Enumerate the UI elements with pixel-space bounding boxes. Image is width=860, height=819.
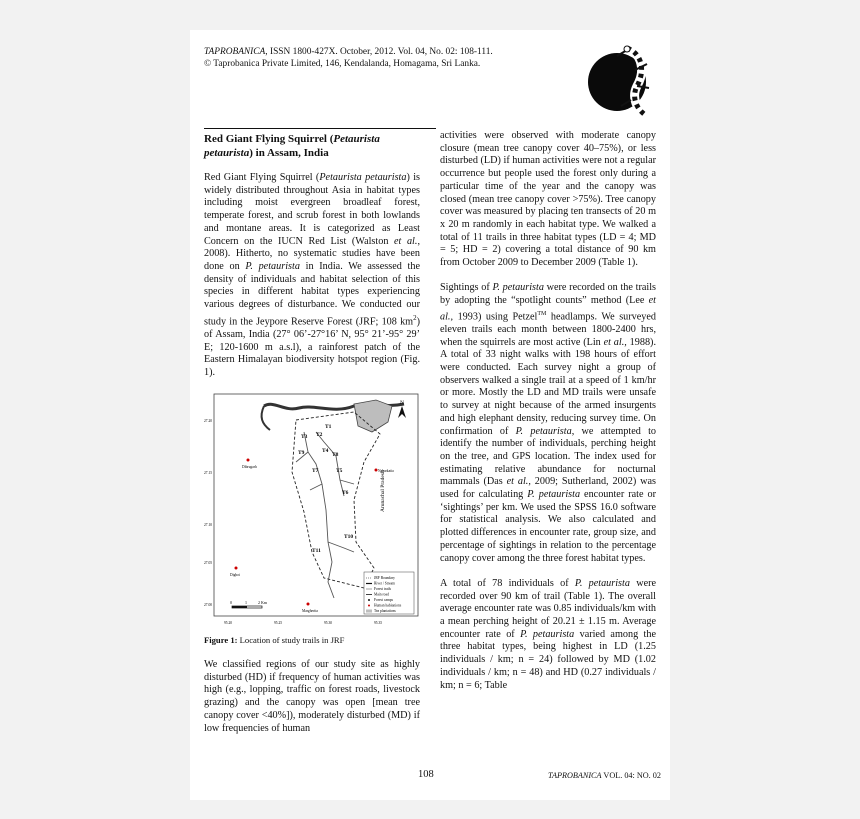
trail-label: T4: [322, 448, 329, 455]
svg-text:2 Km: 2 Km: [258, 600, 267, 606]
trail-label: T6: [342, 490, 349, 497]
svg-text:River / Stream: River / Stream: [374, 581, 395, 586]
place-label: Margherita: [302, 609, 318, 614]
lon-tick: 95.30: [324, 621, 333, 626]
title-rule: [204, 128, 436, 129]
left-column: [204, 128, 420, 748]
journal-name: TAPROBANICA: [204, 47, 266, 57]
place-label: Dibrugarh: [242, 465, 257, 470]
trail-label: T3: [301, 434, 308, 441]
copyright-line: © Taprobanica Private Limited, 146, Kendalanda, Homagama, Sri Lanka.: [204, 59, 481, 69]
svg-text:Main road: Main road: [374, 592, 389, 597]
svg-text:Forest trails: Forest trails: [374, 587, 392, 592]
trail-label: T1: [325, 424, 332, 431]
journal-citation: , ISSN 1800-427X. October, 2012. Vol. 04, No. 02: 108-111.: [265, 47, 493, 57]
figure-caption: Figure 1: Location of study trails in JRF: [204, 635, 345, 646]
svg-text:JRF Boundary: JRF Boundary: [374, 576, 395, 581]
lon-tick: 95.20: [224, 621, 233, 626]
lon-tick: 95.25: [274, 621, 283, 626]
trail-label: T9: [298, 450, 305, 457]
svg-text:Human habitations: Human habitations: [374, 603, 402, 608]
svg-text:Tea plantations: Tea plantations: [374, 609, 396, 614]
results-paragraph: A total of 78 individuals of P. petaurista were recorded over 90 km of trail (Table 1). The overall average encounter rate was 0.85 individuals/km with a mean perching height of 20.21 ± 1.15 m. Average encounter rate of P. petaurista varied among the three habitat types, being highest in LD (1.25 individuals / km; n = 24) followed by MD (1.02 individuals / km; n = 48) and HD (0.27 individuals / km; n = 6; Table: [440, 577, 657, 691]
svg-text:1: 1: [245, 600, 247, 606]
trail-label: T8: [332, 452, 339, 459]
page-number: 108: [418, 769, 434, 780]
lat-tick: 27.00: [204, 603, 213, 608]
map-legend: [364, 572, 414, 614]
lat-tick: 27.20: [204, 419, 213, 424]
svg-text:0: 0: [230, 600, 232, 606]
habitat-paragraph: activities were observed with moderate canopy closure (mean tree canopy cover 40–75%), or less disturbed (LD) if human activities were not a regular occurrence but people used the forest only during a particular time of the year and the canopy was closed (mean tree canopy cover >75%). Tree canopy cover was measured by placing ten transects of 20 m x 20 m randomly in each habitat type. We walked a total of 11 trails in three habitat types (LD = 4; MD = 5; HD = 2) covering a total distance of 90 km from October 2009 to December 2009 (Table 1).: [440, 130, 656, 269]
place-label: Digboi: [230, 573, 240, 578]
intro-paragraph: Red Giant Flying Squirrel (Petaurista petaurista) is widely distributed throughout Asia in habitat types including moist evergreen broadleaf forest, temperate forest, and scrub forest in both lowlands and montane areas. It is categorized as Least Concern on the IUCN Red List (Walston et al., 2008). Hitherto, no systematic studies have been done on P. petaurista in India. We assessed the density of individuals and habitat selection of this species in different habitat types experiencing various degrees of disturbance. We conducted our study in the Jeypore Reserve Forest (JRF; 108 $km^2$) of Assam, India (27° 06’-27°16’ N, 95° 21’-95° 29’ E; 120-1600 m a.s.l), a rainforest patch of the Eastern Himalayan biodiversity hotspot region (Fig. 1).: [204, 172, 421, 378]
lat-tick: 27.05: [204, 561, 213, 566]
place-label: Naharkatia: [378, 469, 394, 474]
north-label: N: [400, 400, 404, 407]
trail-label: T5: [336, 468, 343, 475]
footer-journal: TAPROBANICA VOL. 04: NO. 02: [548, 771, 661, 780]
lat-tick: 27.10: [204, 523, 213, 528]
study-area-map: [204, 392, 420, 628]
trail-label: T10: [344, 534, 354, 541]
lon-tick: 95.35: [374, 621, 383, 626]
journal-header: [204, 46, 574, 70]
lat-tick: 27.15: [204, 471, 213, 476]
journal-logo-gecko: [587, 42, 657, 124]
trail-label: T11: [312, 548, 321, 555]
svg-text:Forest camps: Forest camps: [374, 598, 394, 603]
article-title: Red Giant Flying Squirrel (Petaurista petaurista) in Assam, India: [204, 133, 380, 159]
trail-label: T2: [316, 432, 323, 439]
methods-paragraph: Sightings of P. petaurista were recorded on the trails by adopting the “spotlight counts” method (Lee et al., 1993) using Petzel™ headlamps. We surveyed eleven trails each month between 1800-2400 hrs, when the squirrels are most active (Lin et al., 1988). A total of 33 night walks with 198 hours of effort were conducted. Each survey night a group of observers walked a single trail at a speed of 1 km/hr or more. Mostly the LD and MD trails were unsafe to survey at night because of the armed insurgents and high elephant density, reducing survey time. On confirmation of P. petaurista, we attempted to identify the number of individuals, perching height on the tree, and GPS location. The index used for estimating relative abundance for nocturnal mammals (Das et al., 2009; Sutherland, 2002) was used for calculating P. petaurista encounter rate or ‘sightings’ per km. We used the SPSS 16.0 software for statistical analysis. We also calculated and plotted differences in encounter rate, group size, and percentage of sightings in relation to the percentage canopy cover among the three forest habitat types.: [440, 282, 656, 564]
right-column: [440, 130, 656, 705]
region-label: Arunachal Pradesh: [380, 470, 386, 513]
trail-label: T7: [312, 468, 319, 475]
classification-paragraph: We classified regions of our study site as highly disturbed (HD) if frequency of human activities was high (e.g., lopping, traffic on forest roads, livestock grazing) and the canopy was open [mean tree canopy cover <40%]), moderately disturbed (MD) if low frequencies of human: [204, 659, 420, 734]
